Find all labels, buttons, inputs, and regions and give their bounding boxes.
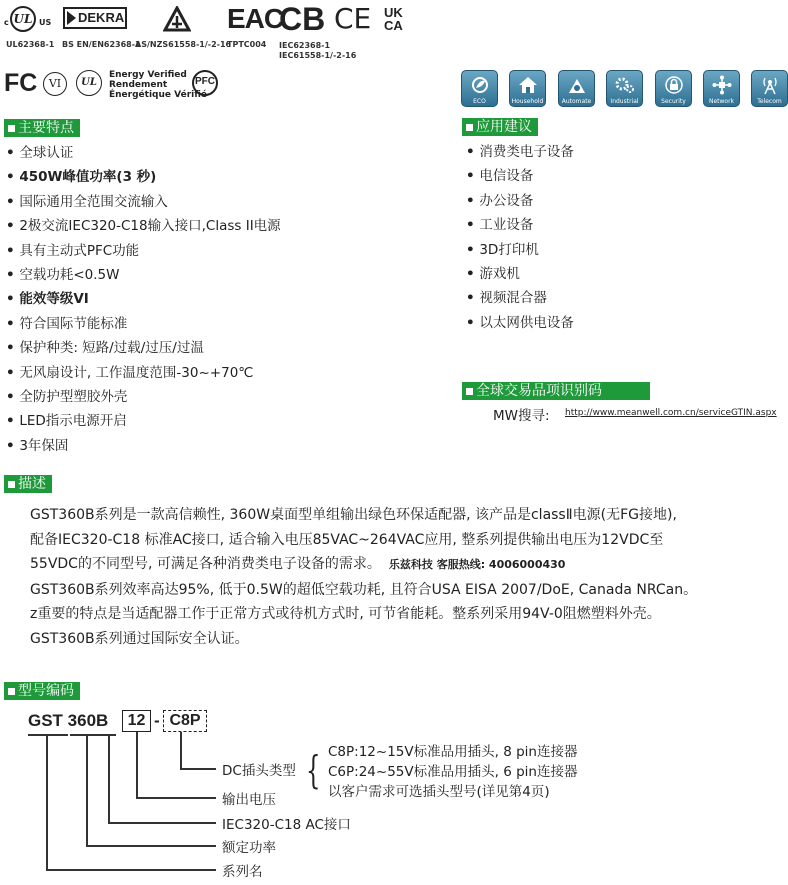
- application-item: • 工业设备: [466, 213, 574, 237]
- rated-power-label: 额定功率: [222, 840, 276, 856]
- applications-list: [466, 140, 574, 335]
- plug-option-c8p: C8P:12~15V标准品用插头, 8 pin连接器: [328, 744, 578, 760]
- gtin-title: 全球交易品项识别码: [476, 383, 602, 399]
- description-line: GST360B系列效率高达95%, 低于0.5W的超低空载功耗, 且符合USA EISA 2007/DoE, Canada NRCan。: [30, 581, 698, 598]
- description-body: [30, 503, 697, 651]
- feature-item: • 2极交流IEC320-C18输入接口,Class II电源: [6, 214, 281, 238]
- security-icon: [655, 70, 692, 107]
- gtin-link[interactable]: http://www.meanwell.com.cn/serviceGTIN.aspx: [565, 408, 777, 418]
- cb-label-2: IEC61558-1/-2-16: [279, 51, 357, 60]
- hotline-text: 乐兹科技 客服热线: 4006000430: [388, 558, 566, 571]
- rcm-icon: [163, 6, 191, 36]
- application-item: • 3D打印机: [466, 238, 574, 262]
- model-heading: [4, 682, 80, 700]
- feature-item: • 3年保固: [6, 434, 281, 458]
- feature-item: • 符合国际节能标准: [6, 312, 281, 336]
- description-heading: [4, 475, 52, 493]
- ce-logo: CE: [334, 2, 372, 35]
- ul-us-text: US: [39, 18, 52, 27]
- cb-label-1: IEC62368-1: [279, 41, 331, 50]
- ac-inlet-label: IEC320-C18 AC接口: [222, 817, 351, 833]
- ul-energy-icon: UL: [76, 70, 102, 96]
- rcm-label: AS/NZS61558-1/-2-16: [135, 40, 232, 49]
- household-icon-label: Household: [511, 98, 544, 105]
- ul-logo: UL c US: [4, 4, 56, 34]
- network-icon-label: Network: [708, 98, 735, 105]
- feature-item: • 空载功耗<0.5W: [6, 263, 281, 287]
- description-title: 描述: [18, 476, 46, 492]
- applications-title: 应用建议: [476, 119, 532, 135]
- output-voltage-label: 输出电压: [222, 792, 276, 808]
- model-title: 型号编码: [18, 683, 74, 699]
- application-item: • 视频混合器: [466, 286, 574, 310]
- feature-item: • 全防护型塑胶外壳: [6, 385, 281, 409]
- feature-item: • 无风扇设计, 工作温度范围-30~+70℃: [6, 361, 281, 385]
- dekra-label: BS EN/EN62368-1: [62, 40, 141, 49]
- feature-item: • 能效等级VI: [6, 287, 281, 311]
- dc-plug-type-label: DC插头类型: [222, 763, 296, 779]
- gtin-heading: [462, 382, 650, 400]
- telecom-icon: [751, 70, 788, 107]
- pfc-text: PFC: [195, 76, 215, 87]
- application-item: • 办公设备: [466, 189, 574, 213]
- pfc-logo: [192, 70, 222, 98]
- dekra-text: DEKRA: [78, 10, 125, 25]
- feature-item: • 保护种类: 短路/过载/过压/过温: [6, 336, 281, 360]
- applications-heading: [462, 118, 538, 136]
- application-item: • 游戏机: [466, 262, 574, 286]
- application-item: • 以太网供电设备: [466, 311, 574, 335]
- energy-line-3: Énergétique Vérifié: [109, 90, 207, 100]
- plug-code-box: C8P: [163, 710, 207, 732]
- features-title: 主要特点: [18, 120, 74, 136]
- automate-icon-label: Automate: [561, 98, 592, 105]
- model-dash: -: [154, 711, 160, 730]
- description-line: 55VDC的不同型号, 可满足各种消费类电子设备的需求。: [30, 556, 381, 572]
- description-line: z重要的特点是当适配器工作于正常方式或待机方式时, 可节省能耗。整系列采用94V-0阻燃塑料外壳。: [30, 606, 661, 622]
- household-icon: [509, 70, 546, 107]
- cb-logo: CB: [279, 1, 326, 37]
- ul-label: UL62368-1: [6, 40, 55, 49]
- eac-logo: EAC: [227, 3, 284, 34]
- telecom-icon-label: Telecom: [757, 98, 782, 105]
- features-heading: [4, 119, 80, 137]
- feature-item: • LED指示电源开启: [6, 409, 281, 433]
- plug-options-brace: {: [306, 748, 321, 792]
- plug-option-c6p: C6P:24~55V标准品用插头, 6 pin连接器: [328, 764, 578, 780]
- automate-icon: [558, 70, 595, 107]
- eac-label: TPTC004: [227, 40, 267, 49]
- dekra-logo: [63, 7, 127, 29]
- description-line: GST360B系列是一款高信赖性, 360W桌面型单组输出绿色环保适配器, 该产品是classⅡ电源(无FG接地),: [30, 507, 677, 523]
- voltage-code-box: 12: [122, 710, 151, 732]
- model-prefix: GST 360B: [28, 711, 109, 730]
- application-item: • 电信设备: [466, 164, 574, 188]
- feature-item: • 450W峰值功率(3 秒): [6, 165, 281, 189]
- industrial-icon-label: Industrial: [610, 98, 639, 105]
- vi-logo: VI: [43, 72, 67, 96]
- feature-item: • 国际通用全范围交流输入: [6, 190, 281, 214]
- feature-item: • 全球认证: [6, 141, 281, 165]
- eco-icon-label: ECO: [473, 98, 486, 105]
- series-name-label: 系列名: [222, 864, 263, 880]
- plug-option-custom: 以客户需求可选插头型号(详见第4页): [328, 784, 550, 800]
- description-line: 配备IEC320-C18 标准AC接口, 适合输入电压85VAC~264VAC应用, 整系列提供输出电压为12VDC至: [30, 531, 664, 548]
- ukca-logo: UKCA: [384, 5, 403, 33]
- fc-logo: FC: [4, 69, 38, 97]
- feature-item: • 具有主动式PFC功能: [6, 239, 281, 263]
- description-line: GST360B系列通过国际安全认证。: [30, 630, 249, 647]
- energy-line-2: Rendement: [109, 80, 168, 90]
- application-item: • 消费类电子设备: [466, 140, 574, 164]
- gtin-search-label: MW搜寻:: [493, 408, 550, 424]
- network-icon: [703, 70, 740, 107]
- industrial-icon: [606, 70, 643, 107]
- energy-line-1: Energy Verified: [109, 70, 187, 80]
- features-list: [6, 141, 281, 458]
- eco-icon: [461, 70, 498, 107]
- security-icon-label: Security: [661, 98, 686, 105]
